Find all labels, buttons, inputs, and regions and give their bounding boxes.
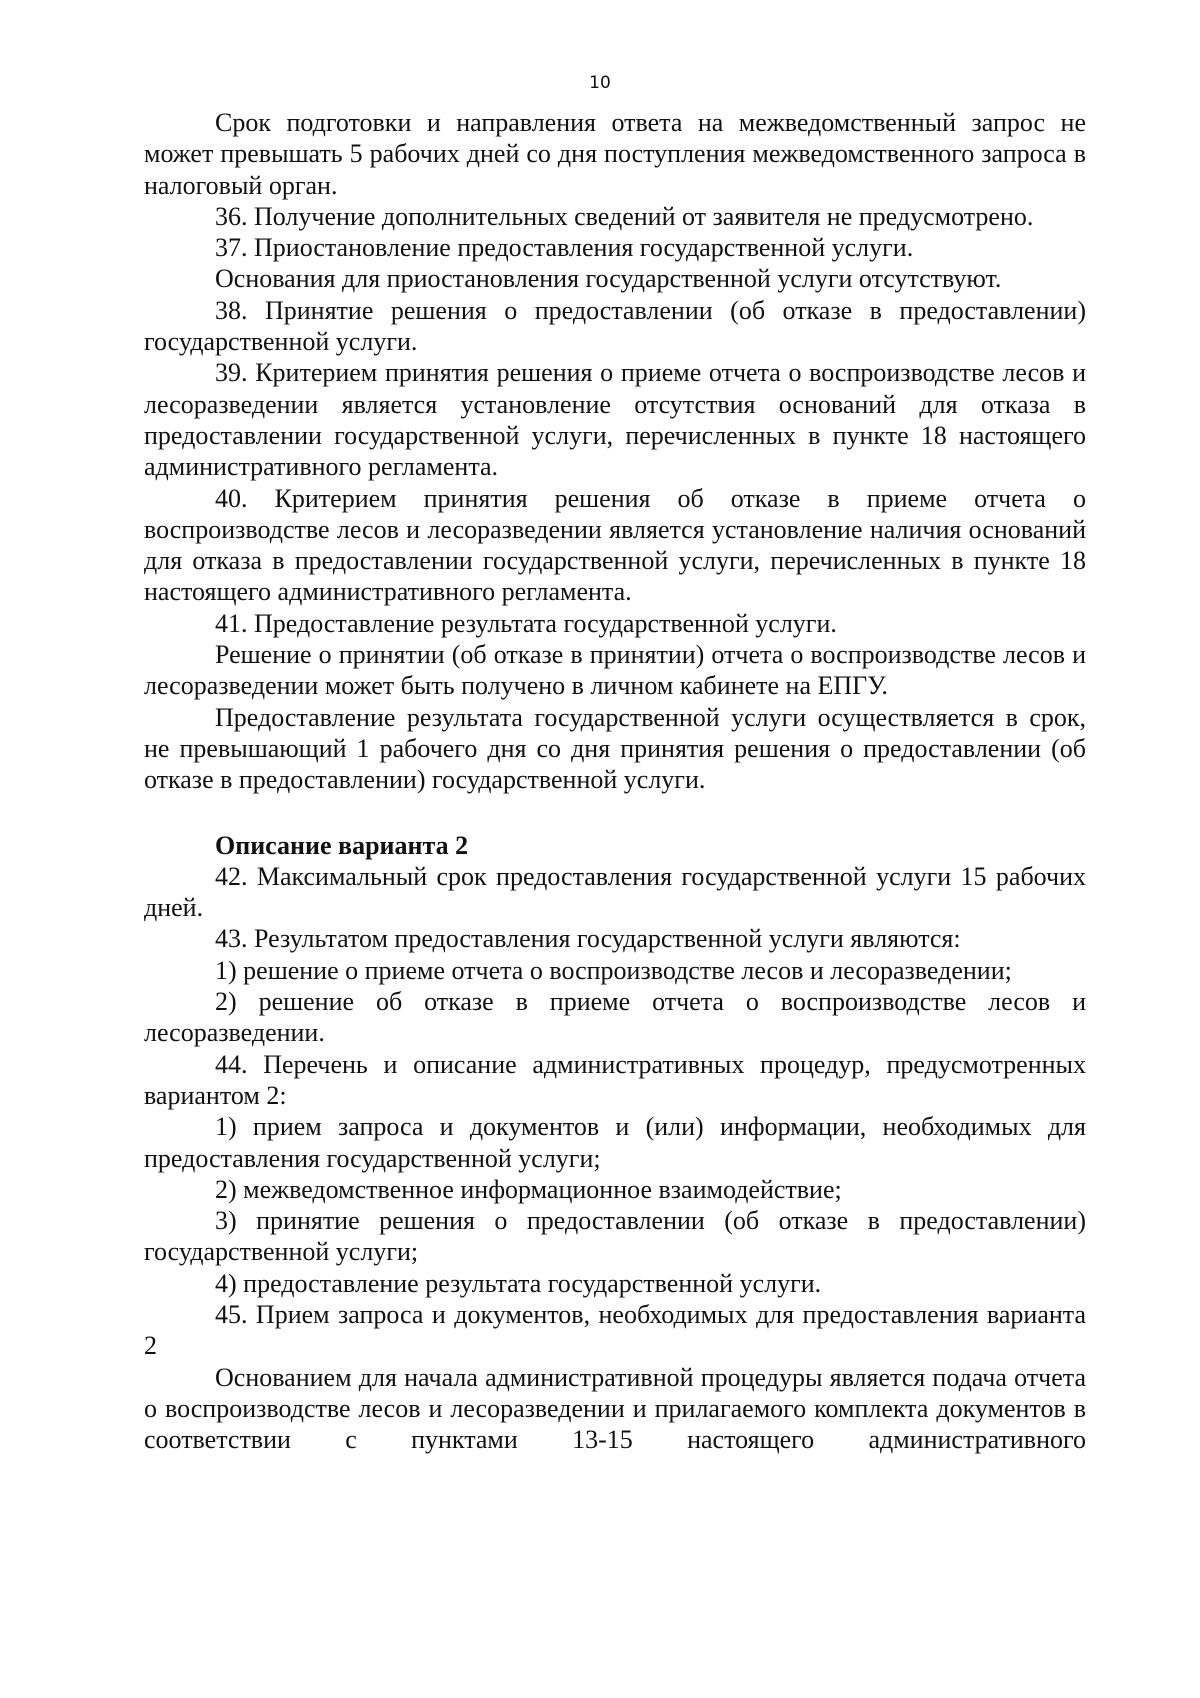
paragraph: 42. Максимальный срок предоставления государственной услуги 15 рабочих дней. [144,861,1086,923]
paragraph: Основанием для начала административной процедуры является подача отчета о воспроизводстве лесов и лесоразведении и прилагаемого комплекта документов в соответствии с пунктами 13-15 настоящего административного [144,1362,1086,1455]
list-item: 1) прием запроса и документов и (или) информации, необходимых для предоставления государственной услуги; [144,1112,1086,1173]
paragraph: Основания для приостановления государственной услуги отсутствуют. [215,264,1002,294]
paragraph: 39. Критерием принятия решения о приеме отчета о воспроизводстве лесов и лесоразведении является установление отсутствия оснований для отказа в предоставлении государственной услуги, перечисленных в пункте 18 настоящего административного регламента. [144,358,1086,482]
paragraph: 37. Приостановление предоставления государственной услуги. [215,233,914,263]
section-heading: Описание варианта 2 [215,830,469,860]
list-item: 2) межведомственное информационное взаимодействие; [215,1174,842,1204]
paragraph: Решение о принятии (об отказе в принятии) отчета о воспроизводстве лесов и лесоразведении может быть получено в личном кабинете на ЕПГУ. [144,640,1086,701]
list-item: 1) решение о приеме отчета о воспроизводстве лесов и лесоразведении; [215,955,1012,985]
paragraph: 43. Результатом предоставления государственной услуги являются: [215,924,961,954]
paragraph: 40. Критерием принятия решения об отказе в приеме отчета о воспроизводстве лесов и лесоразведении является установление наличия оснований для отказа в предоставлении государственной услуги, перечисленных в пункте 18 настоящего административного регламента. [144,483,1086,607]
list-item: 3) принятие решения о предоставлении (об отказе в предоставлении) государственной услуги; [144,1206,1086,1267]
page-number: 10 [589,73,611,93]
list-item: 4) предоставление результата государственной услуги. [215,1268,822,1298]
document-body [144,107,1086,1455]
paragraph: 41. Предоставление результата государственной услуги. [215,608,837,638]
paragraph: 45. Прием запроса и документов, необходимых для предоставления варианта 2 [144,1299,1086,1361]
list-item: 2) решение об отказе в приеме отчета о воспроизводстве лесов и лесоразведении. [144,987,1086,1048]
paragraph: Срок подготовки и направления ответа на межведомственный запрос не может превышать 5 рабочих дней со дня поступления межведомственного запроса в налоговый орган. [144,108,1086,200]
paragraph: 36. Получение дополнительных сведений от заявителя не предусмотрено. [215,201,1034,231]
paragraph: 44. Перечень и описание административных процедур, предусмотренных вариантом 2: [144,1049,1086,1110]
paragraph: 38. Принятие решения о предоставлении (об отказе в предоставлении) государственной услуги. [144,295,1086,357]
paragraph: Предоставление результата государственной услуги осуществляется в срок, не превышающий 1 рабочего дня со дня принятия решения о предоставлении (об отказе в предоставлении) государственной услуги. [144,702,1086,795]
